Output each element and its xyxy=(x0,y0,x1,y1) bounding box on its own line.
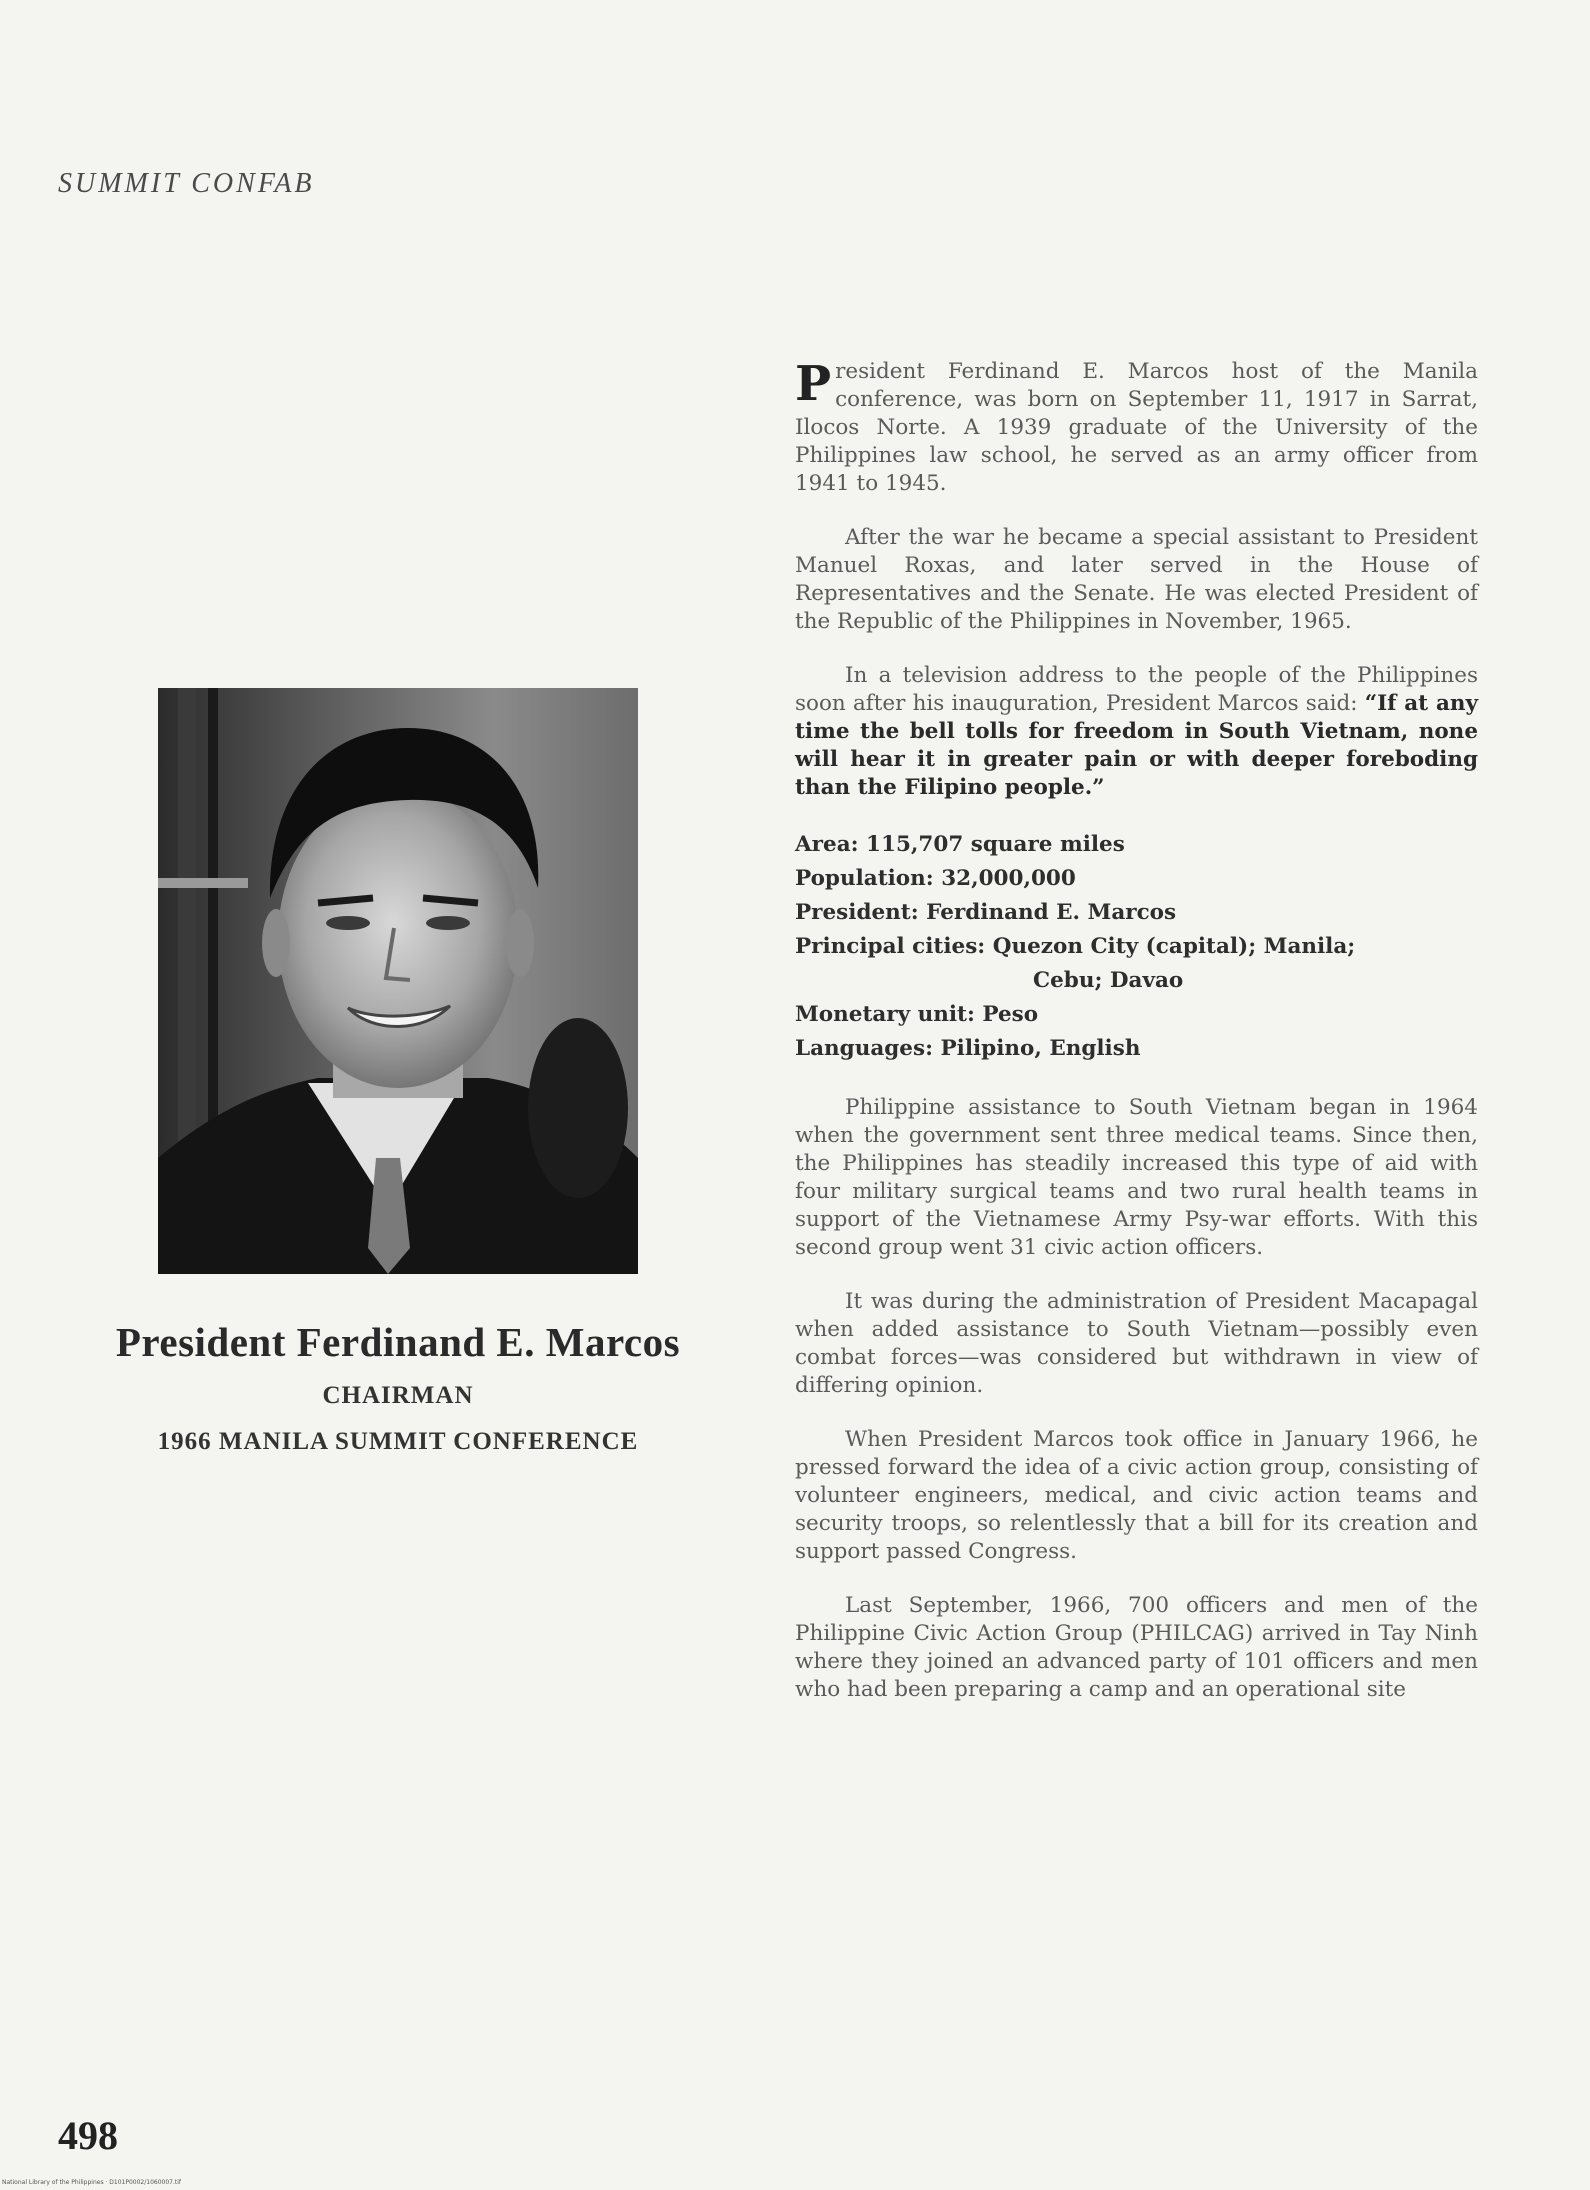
fact-languages-value: Pilipino, English xyxy=(940,1036,1141,1061)
fact-cities-value-1: Quezon City (capital); Manila; xyxy=(992,934,1356,959)
fact-monetary-label: Monetary unit: xyxy=(795,1002,983,1027)
country-facts xyxy=(795,828,1478,1066)
article-paragraph-3 xyxy=(795,662,1478,802)
article-paragraph-6: When President Marcos took office in January 1966, he pressed forward the idea of a civic action group, consisting of volunteer engineers, medical, and civic action teams and security troops, so relentlessly that a bill for its creation and support passed Congress. xyxy=(795,1427,1478,1564)
fact-area-label: Area: xyxy=(795,832,867,857)
fact-languages xyxy=(795,1032,1478,1066)
caption-event: 1966 MANILA SUMMIT CONFERENCE xyxy=(157,1428,639,1455)
drop-cap: P xyxy=(795,356,832,412)
caption-name: President Ferdinand E. Marcos xyxy=(115,1319,681,1365)
fact-area-value: 115,707 square miles xyxy=(866,832,1125,857)
article-paragraph-4: Philippine assistance to South Vietnam began in 1964 when the government sent three medical teams. Since then, the Philippines has steadily increased this type of aid with four military surgical teams and two rural health teams in support of the Vietnamese Army Psy-war efforts. With this second group went 31 civic action officers. xyxy=(795,1095,1478,1260)
fact-cities xyxy=(795,930,1478,964)
portrait-photo xyxy=(158,688,638,1274)
footer-credit: National Library of the Philippines · D101P0002/1060007.tif xyxy=(2,2179,182,2186)
article-paragraph-1-text: resident Ferdinand E. Marcos host of the Manila conference, was born on September 11, 1917 in Sarrat, Ilocos Norte. A 1939 graduate of the University of the Philippines law school, he served as an army officer from 1941 to 1945. xyxy=(795,359,1478,496)
fact-area xyxy=(795,828,1478,862)
marcos-quote: “If at any time the bell tolls for freedom in South Vietnam, none will hear it in greater pain or with deeper foreboding than the Filipino people.” xyxy=(795,691,1479,800)
article-body xyxy=(795,358,1478,1730)
fact-population-label: Population: xyxy=(795,866,942,891)
running-head: SUMMIT CONFAB xyxy=(58,168,315,199)
fact-population-value: 32,000,000 xyxy=(941,866,1076,891)
article-paragraph-1 xyxy=(795,358,1478,498)
fact-cities-continued: Cebu; Davao xyxy=(1033,968,1184,993)
fact-cities-label: Principal cities: xyxy=(795,934,993,959)
fact-monetary-value: Peso xyxy=(982,1002,1039,1027)
fact-president-label: President: xyxy=(795,900,927,925)
portrait-photo-icon xyxy=(158,688,638,1274)
article-paragraph-3-intro: In a television address to the people of the Philippines soon after his inauguration, President Marcos said: xyxy=(795,663,1478,716)
article-paragraph-7: Last September, 1966, 700 officers and men of the Philippine Civic Action Group (PHILCAG) arrived in Tay Ninh where they joined an advanced party of 101 officers and men who had been preparing a camp and an operational site xyxy=(795,1593,1478,1702)
fact-president-value: Ferdinand E. Marcos xyxy=(926,900,1177,925)
fact-population xyxy=(795,862,1478,896)
photo-caption xyxy=(58,1318,738,1456)
caption-title: CHAIRMAN xyxy=(322,1382,474,1409)
article-paragraph-2: After the war he became a special assistant to President Manuel Roxas, and later served in the House of Representatives and the Senate. He was elected President of the Republic of the Philippines in November, 1965. xyxy=(795,525,1478,634)
fact-monetary xyxy=(795,998,1478,1032)
page-number: 498 xyxy=(58,2113,118,2158)
fact-languages-label: Languages: xyxy=(795,1036,941,1061)
article-paragraph-5: It was during the administration of President Macapagal when added assistance to South Vietnam—possibly even combat forces—was considered but withdrawn in view of differing opinion. xyxy=(795,1289,1478,1398)
fact-president xyxy=(795,896,1478,930)
